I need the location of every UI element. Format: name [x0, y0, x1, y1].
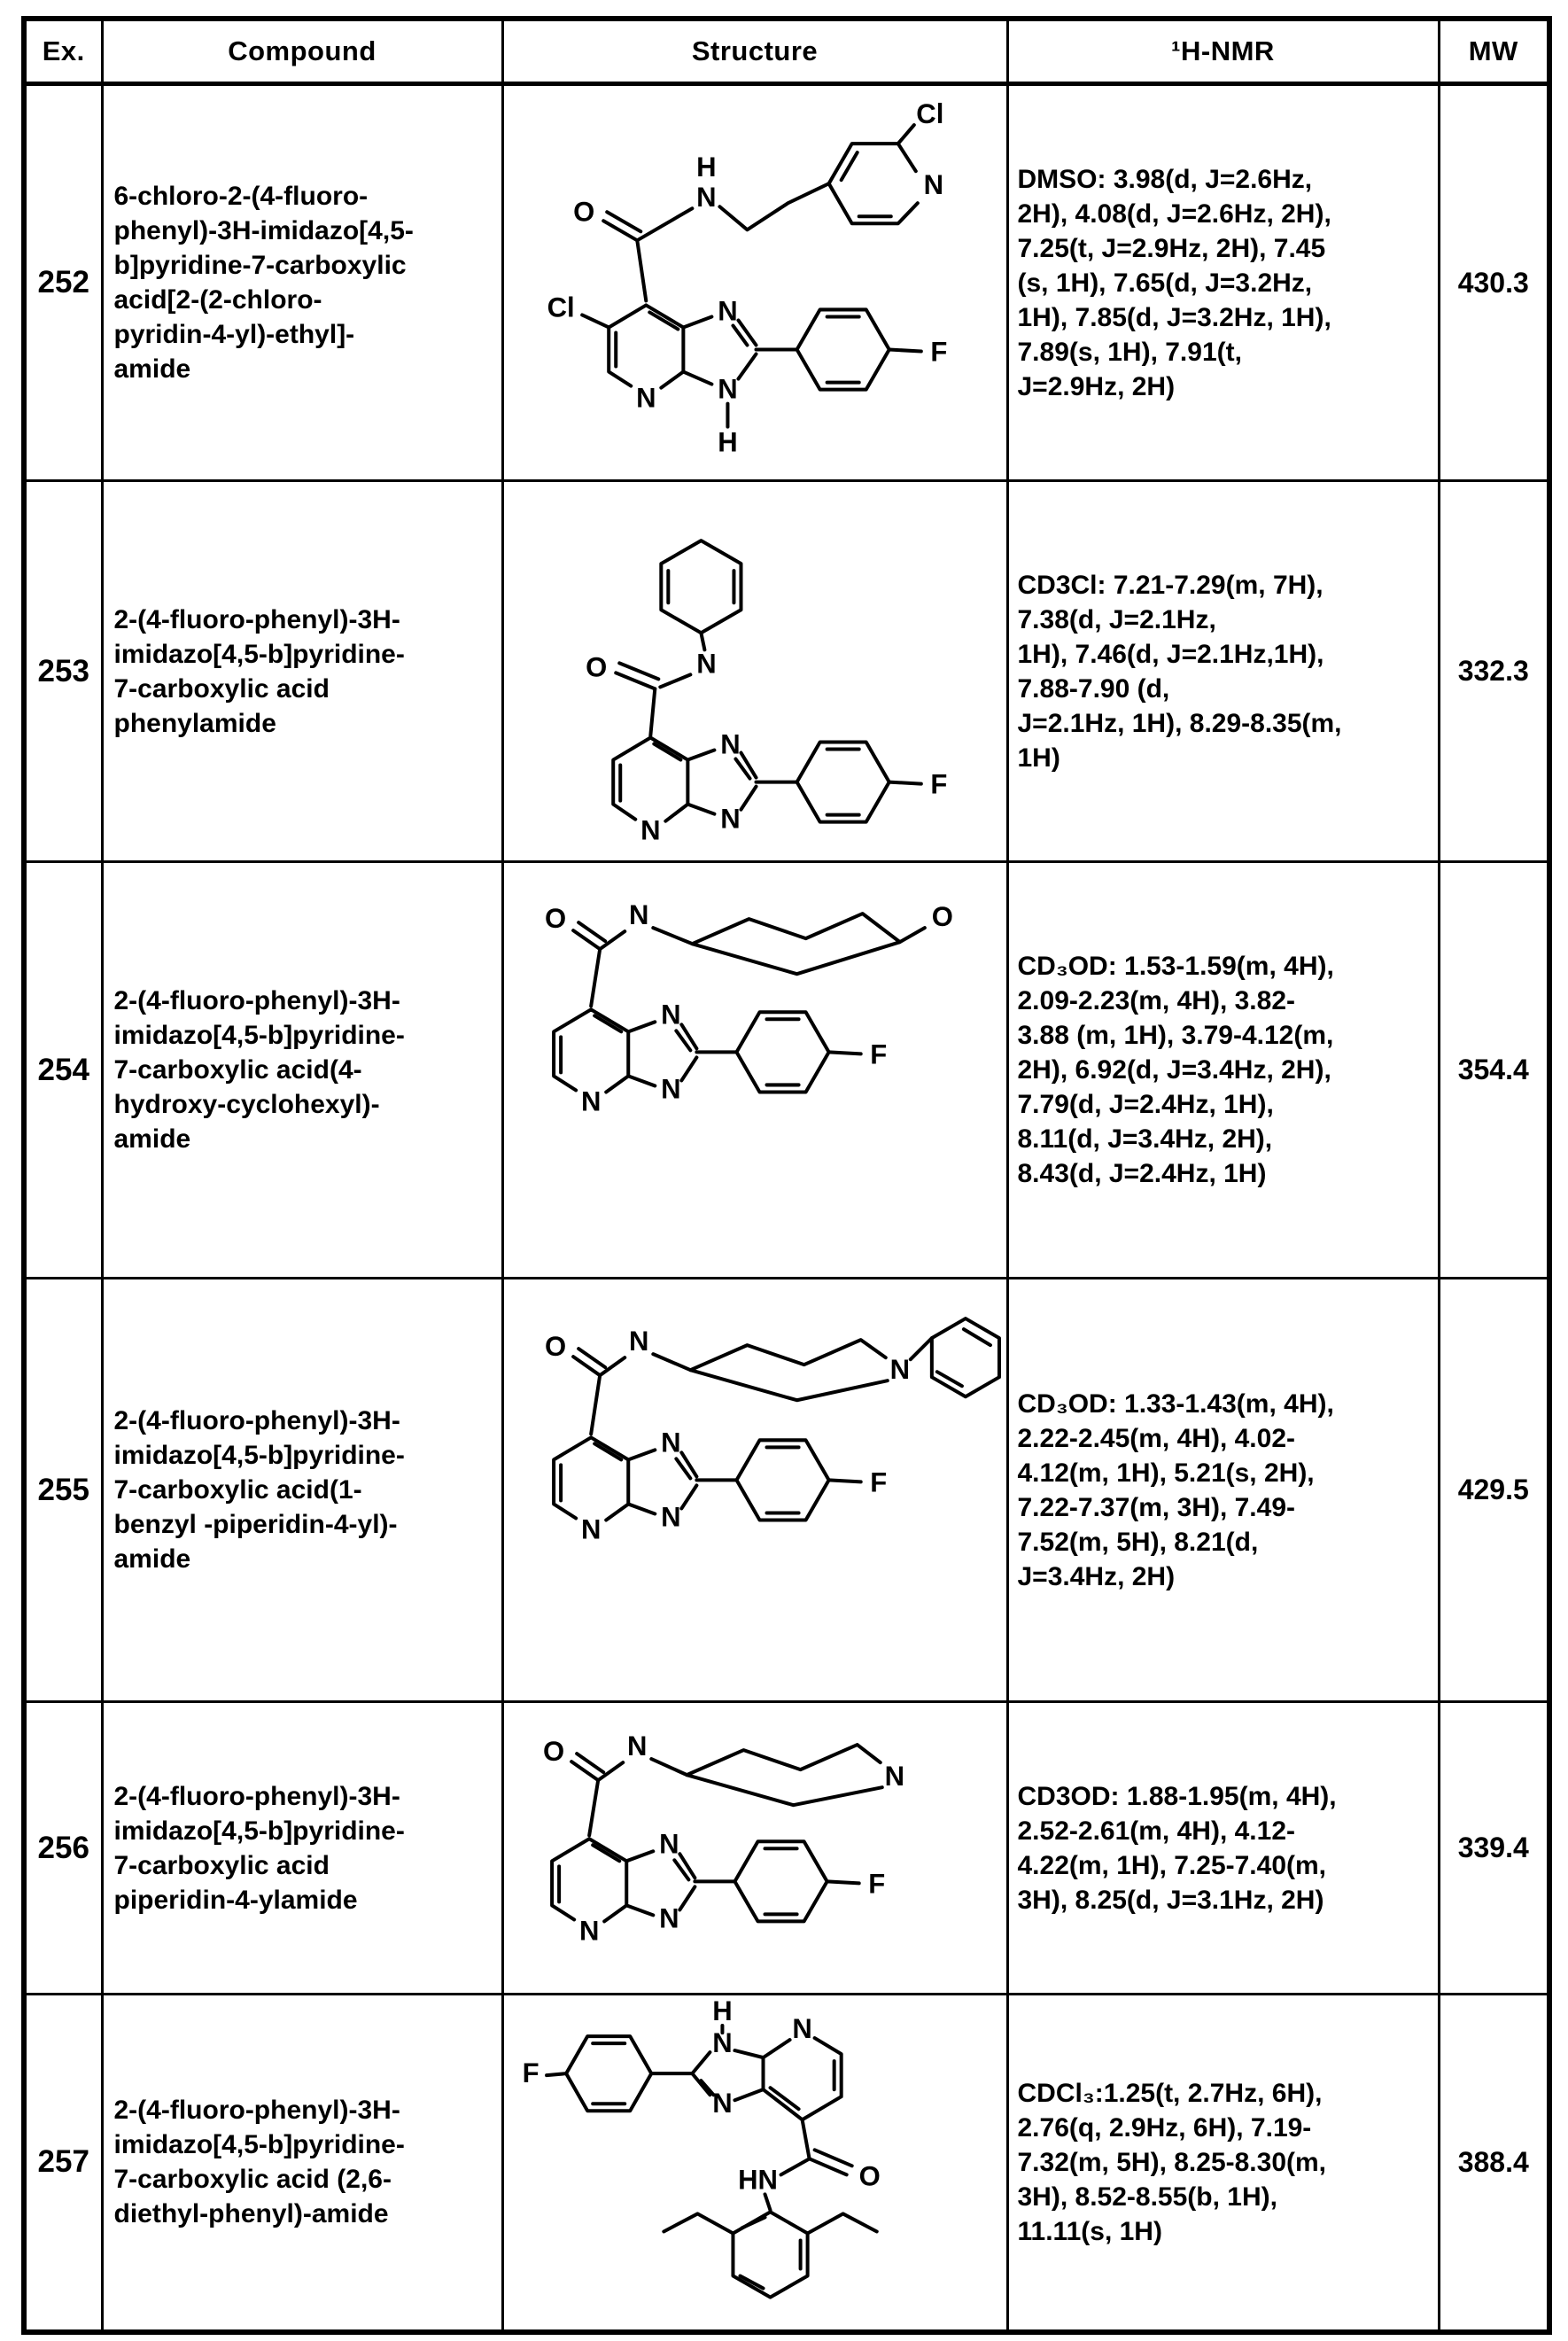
- atom-label: N: [717, 373, 738, 405]
- atom-label: H: [711, 1995, 733, 2027]
- atom-label: N: [628, 1326, 648, 1357]
- atom-label: O: [572, 195, 594, 227]
- compound-name: 2-(4-fluoro-phenyl)-3H- imidazo[4,5-b]pyridine- 7-carboxylic acid(1- benzyl -piperidin-4-yl)- amide: [102, 1279, 502, 1702]
- atom-label: N: [711, 2027, 733, 2059]
- atom-label: N: [660, 1073, 681, 1105]
- atom-label: N: [923, 168, 943, 200]
- atom-label: F: [869, 1038, 887, 1070]
- structure-diagram-256: [504, 1706, 1006, 1990]
- atom-label: O: [858, 2160, 881, 2192]
- atom-label: H: [717, 426, 738, 458]
- nmr-data: CD₃OD: 1.53-1.59(m, 4H), 2.09-2.23(m, 4H), 3.82- 3.88 (m, 1H), 3.79-4.12(m, 2H), 6.92(d, J=3.4Hz, 2H), 7.79(d, J=2.4Hz, 1H), 8.11(d, J=3.4Hz, 2H), 8.43(d, J=2.4Hz, 1H): [1007, 862, 1439, 1279]
- atom-label: N: [884, 1761, 904, 1793]
- atom-label: Cl: [915, 97, 943, 129]
- atom-label: H: [695, 151, 717, 183]
- atom-label: N: [658, 1828, 679, 1860]
- table-row: [24, 1995, 1549, 2332]
- compound-name: 2-(4-fluoro-phenyl)-3H- imidazo[4,5-b]pyridine- 7-carboxylic acid (2,6- diethyl-phenyl)-amide: [102, 1995, 502, 2332]
- nmr-data: CD₃OD: 1.33-1.43(m, 4H), 2.22-2.45(m, 4H), 4.02- 4.12(m, 1H), 5.21(s, 2H), 7.22-7.37(m, 3H), 7.49- 7.52(m, 5H), 8.21(d, J=3.4Hz, 2H): [1007, 1279, 1439, 1702]
- atom-label: N: [635, 382, 656, 414]
- atom-label: Cl: [547, 292, 575, 323]
- compound-name: 2-(4-fluoro-phenyl)-3H- imidazo[4,5-b]pyridine- 7-carboxylic acid phenylamide: [102, 481, 502, 862]
- molecular-weight: 339.4: [1439, 1702, 1549, 1995]
- example-number: 255: [24, 1279, 102, 1702]
- atom-label: O: [544, 1331, 566, 1363]
- column-header-structure: Structure: [502, 19, 1007, 84]
- structure-cell: [502, 862, 1007, 1279]
- atom-label: N: [580, 1513, 601, 1545]
- table-row: [24, 84, 1549, 481]
- column-header-compound: Compound: [102, 19, 502, 84]
- compound-table: [21, 16, 1552, 2335]
- atom-label: N: [695, 648, 717, 680]
- table-row: [24, 1279, 1549, 1702]
- structure-diagram-252: [504, 88, 1006, 478]
- compound-name: 6-chloro-2-(4-fluoro- phenyl)-3H-imidazo[4,5- b]pyridine-7-carboxylic acid[2-(2-chloro- pyridin-4-yl)-ethyl]- amide: [102, 84, 502, 481]
- nmr-data: DMSO: 3.98(d, J=2.6Hz, 2H), 4.08(d, J=2.6Hz, 2H), 7.25(t, J=2.9Hz, 2H), 7.45 (s, 1H), 7.65(d, J=3.2Hz, 1H), 7.85(d, J=3.2Hz, 1H), 7.89(s, 1H), 7.91(t, J=2.9Hz, 2H): [1007, 84, 1439, 481]
- molecular-weight: 430.3: [1439, 84, 1549, 481]
- structure-diagram-253: [504, 485, 1006, 858]
- nmr-data: CDCl₃:1.25(t, 2.7Hz, 6H), 2.76(q, 2.9Hz, 6H), 7.19- 7.32(m, 5H), 8.25-8.30(m, 3H), 8.52-8.55(b, 1H), 11.11(s, 1H): [1007, 1995, 1439, 2332]
- example-number: 257: [24, 1995, 102, 2332]
- compound-name: 2-(4-fluoro-phenyl)-3H- imidazo[4,5-b]pyridine- 7-carboxylic acid piperidin-4-ylamide: [102, 1702, 502, 1995]
- atom-label: F: [869, 1466, 887, 1498]
- atom-label: N: [580, 1085, 601, 1117]
- atom-label: N: [889, 1354, 910, 1386]
- atom-label: N: [658, 1902, 679, 1934]
- nmr-data: CD3OD: 1.88-1.95(m, 4H), 2.52-2.61(m, 4H), 4.12- 4.22(m, 1H), 7.25-7.40(m, 3H), 8.25(d, J=3.1Hz, 2H): [1007, 1702, 1439, 1995]
- atom-label: N: [660, 999, 681, 1031]
- column-header-ex: Ex.: [24, 19, 102, 84]
- table-row: [24, 862, 1549, 1279]
- compound-name: 2-(4-fluoro-phenyl)-3H- imidazo[4,5-b]pyridine- 7-carboxylic acid(4- hydroxy-cyclohexyl)- amide: [102, 862, 502, 1279]
- atom-label: F: [929, 336, 947, 368]
- header-row: [24, 19, 1549, 84]
- column-header-mw: MW: [1439, 19, 1549, 84]
- atom-label: F: [929, 768, 947, 800]
- example-number: 252: [24, 84, 102, 481]
- structure-cell: [502, 1995, 1007, 2332]
- molecular-weight: 332.3: [1439, 481, 1549, 862]
- atom-label: N: [717, 295, 738, 327]
- structure-diagram-254: [504, 866, 1006, 1274]
- nmr-data: CD3Cl: 7.21-7.29(m, 7H), 7.38(d, J=2.1Hz, 1H), 7.46(d, J=2.1Hz,1H), 7.88-7.90 (d, J=2.1Hz, 1H), 8.29-8.35(m, 1H): [1007, 481, 1439, 862]
- atom-label: O: [542, 1736, 564, 1768]
- atom-label: F: [867, 1868, 885, 1900]
- column-header-nmr: ¹H-NMR: [1007, 19, 1439, 84]
- atom-label: HN: [737, 2164, 778, 2196]
- atom-label: N: [660, 1427, 681, 1458]
- atom-label: N: [640, 814, 661, 846]
- structure-cell: [502, 1702, 1007, 1995]
- atom-label: N: [578, 1915, 599, 1947]
- table-row: [24, 1702, 1549, 1995]
- atom-label: N: [695, 181, 717, 213]
- example-number: 254: [24, 862, 102, 1279]
- atom-label: O: [544, 903, 566, 935]
- atom-label: N: [628, 899, 648, 931]
- structure-cell: [502, 84, 1007, 481]
- molecular-weight: 388.4: [1439, 1995, 1549, 2332]
- atom-label: N: [660, 1501, 681, 1533]
- atom-label: O: [585, 651, 607, 683]
- structure-diagram-255: [504, 1281, 1006, 1699]
- atom-label: N: [719, 728, 741, 760]
- structure-cell: [502, 1279, 1007, 1702]
- molecular-weight: 354.4: [1439, 862, 1549, 1279]
- structure-diagram-257: [504, 1995, 1006, 2329]
- atom-label: N: [626, 1730, 647, 1762]
- structure-cell: [502, 481, 1007, 862]
- atom-label: N: [791, 2013, 812, 2045]
- table-row: [24, 481, 1549, 862]
- example-number: 253: [24, 481, 102, 862]
- atom-label: O: [931, 901, 953, 933]
- example-number: 256: [24, 1702, 102, 1995]
- atom-label: N: [711, 2088, 733, 2119]
- atom-label: F: [522, 2057, 539, 2089]
- atom-label: N: [719, 803, 741, 835]
- molecular-weight: 429.5: [1439, 1279, 1549, 1702]
